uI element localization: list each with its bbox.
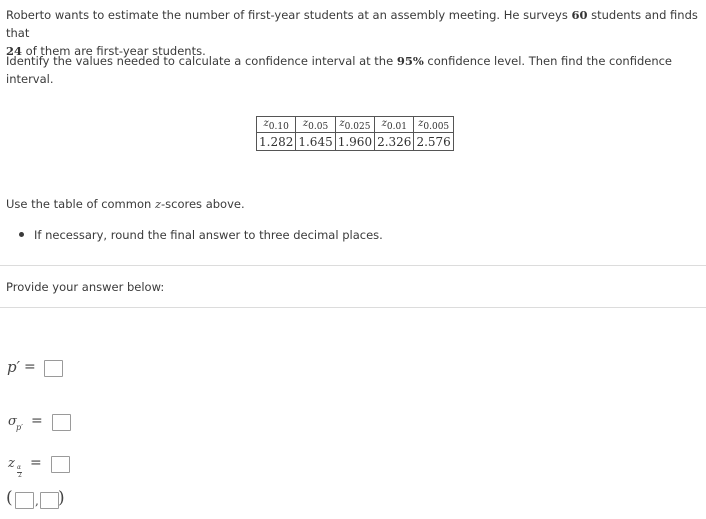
z-alpha-sub-den: 2 <box>18 472 22 479</box>
z-table-header-row <box>257 117 454 133</box>
interval-close-paren: ) <box>58 488 65 508</box>
interval-open-paren: ( <box>6 488 13 508</box>
problem-line1-pre: Roberto wants to estimate the number of first-year students at an assembly meeting. He surveys <box>6 8 572 22</box>
bullet-dot <box>19 232 24 237</box>
z-value-cell: 2.576 <box>414 133 453 151</box>
hint-pre: Use the table of common <box>6 197 155 211</box>
sigma-label: σ <box>8 414 17 429</box>
divider-bottom <box>0 307 706 308</box>
p-prime-input[interactable] <box>44 360 63 377</box>
hint-text <box>6 195 245 213</box>
rounding-instruction: If necessary, round the final answer to three decimal places. <box>34 228 383 242</box>
z-header-cell: $z_{0.05}$ <box>296 117 335 133</box>
z-table-value-row <box>257 133 454 151</box>
z-header-cell: $z_{0.10}$ <box>257 117 296 133</box>
interval-lower-input[interactable] <box>15 492 34 509</box>
z-alpha-sub-num: α <box>17 464 22 471</box>
z-score-table <box>256 116 454 151</box>
problem-line2-post: of them are first-year students. <box>22 44 206 58</box>
p-prime-equals: = <box>24 359 36 375</box>
sigma-subscript: p′ <box>16 423 23 432</box>
hint-z: z <box>154 197 161 211</box>
interval-comma: , <box>35 494 39 508</box>
instruction-post: confidence level. Then find the confidence interval. <box>6 54 673 86</box>
divider-top <box>0 265 706 266</box>
z-alpha-equals: = <box>30 455 42 471</box>
z-value-cell: 1.645 <box>296 133 335 151</box>
sample-size: 60 <box>571 8 588 22</box>
z-value-cell: 1.282 <box>257 133 296 151</box>
z-alpha-label-group <box>8 454 28 482</box>
z-header-cell: $z_{0.01}$ <box>375 117 414 133</box>
z-value-cell: 1.960 <box>335 133 374 151</box>
success-count: 24 <box>6 44 23 58</box>
interval-upper-input[interactable] <box>40 492 59 509</box>
z-value-cell: 2.326 <box>375 133 414 151</box>
hint-post: -scores above. <box>161 197 245 211</box>
sigma-label-group <box>8 414 30 436</box>
answer-prompt: Provide your answer below: <box>6 280 165 294</box>
sigma-equals: = <box>31 413 43 429</box>
instruction-text <box>6 52 706 88</box>
z-header-cell: $z_{0.005}$ <box>414 117 453 133</box>
z-header-cell: $z_{0.025}$ <box>335 117 374 133</box>
sigma-input[interactable] <box>52 414 71 431</box>
p-prime-label: p′ <box>7 358 21 376</box>
z-alpha-input[interactable] <box>51 456 70 473</box>
instruction-pre: Identify the values needed to calculate a confidence interval at the <box>6 54 397 68</box>
confidence-level: 95% <box>396 54 424 68</box>
problem-line1-post: students and finds that <box>6 8 698 40</box>
z-alpha-label: z <box>8 456 15 471</box>
